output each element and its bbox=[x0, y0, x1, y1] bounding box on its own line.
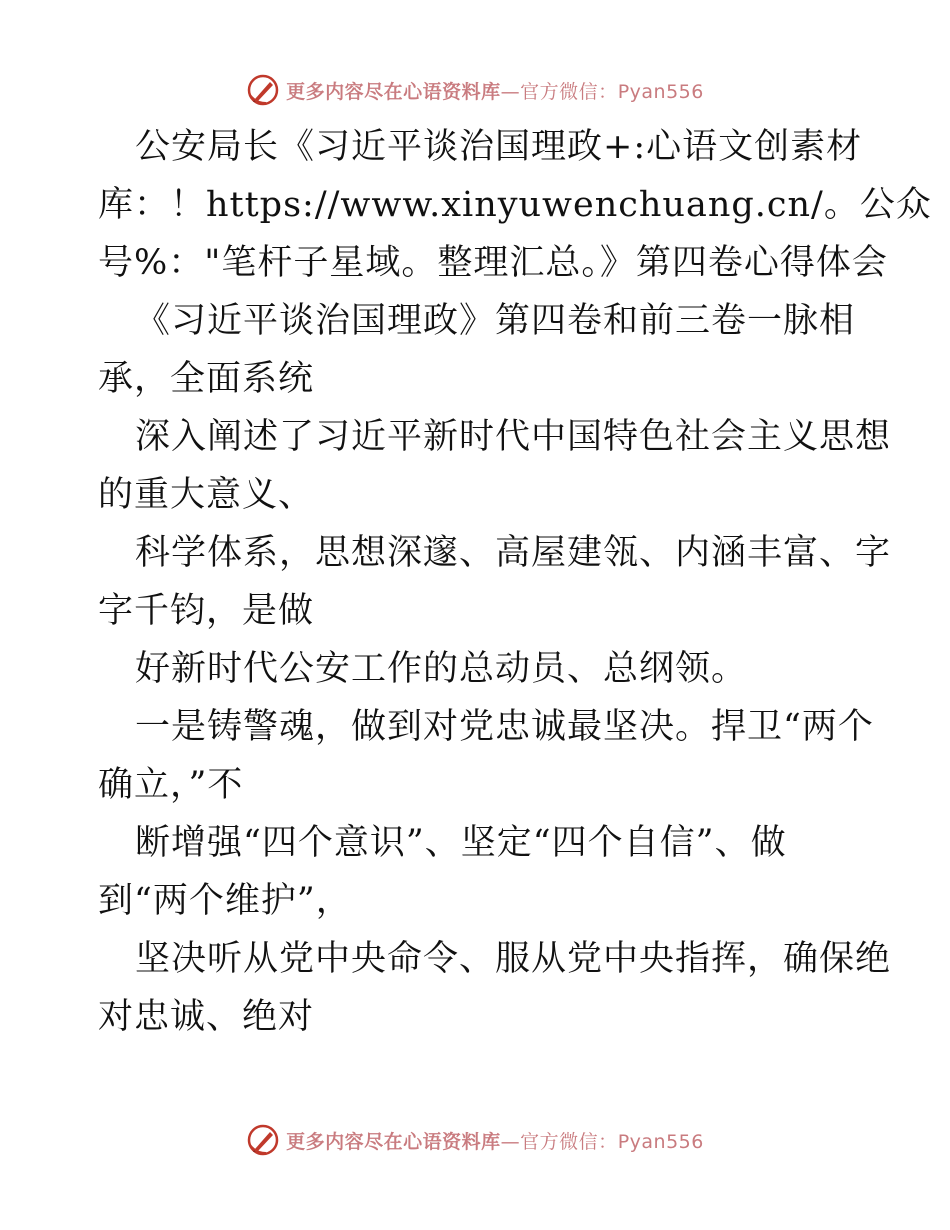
footer-banner bbox=[0, 1120, 950, 1160]
body-line: 断增强“四个意识”、坚定“四个自信”、做 bbox=[135, 823, 787, 863]
body-line: 对忠诚、绝对 bbox=[98, 997, 315, 1037]
body-line: 库：！https://www.xinyuwenchuang.cn/。公众 bbox=[98, 185, 932, 225]
banner-dash: — bbox=[500, 80, 521, 103]
pen-logo-icon bbox=[246, 73, 280, 107]
body-line: 《习近平谈治国理政》第四卷和前三卷一脉相 bbox=[135, 301, 856, 341]
banner-wechat-label: 官方微信： bbox=[520, 80, 618, 103]
banner-wechat-id: Pyan556 bbox=[617, 80, 704, 103]
banner-text bbox=[286, 1127, 704, 1154]
banner-title: 更多内容尽在心语资料库 bbox=[286, 1130, 501, 1153]
body-line: 深入阐述了习近平新时代中国特色社会主义思想 bbox=[135, 417, 892, 457]
banner-wechat-id: Pyan556 bbox=[617, 1130, 704, 1153]
body-line: 的重大意义、 bbox=[98, 475, 315, 515]
banner-dash: — bbox=[500, 1130, 521, 1153]
body-line: 一是铸警魂，做到对党忠诚最坚决。捍卫“两个 bbox=[135, 707, 874, 747]
body-line: 字千钧，是做 bbox=[98, 591, 315, 631]
banner-wechat-label: 官方微信： bbox=[520, 1130, 618, 1153]
body-line: 坚决听从党中央命令、服从党中央指挥，确保绝 bbox=[135, 939, 892, 979]
body-line: 确立，”不 bbox=[98, 765, 244, 805]
banner-text bbox=[286, 77, 704, 104]
body-line: 科学体系，思想深邃、高屋建瓴、内涵丰富、字 bbox=[135, 533, 892, 573]
body-line: 公安局长《习近平谈治国理政+:心语文创素材 bbox=[135, 127, 863, 167]
body-line: 好新时代公安工作的总动员、总纲领。 bbox=[135, 649, 748, 689]
body-line: 号%："笔杆子星域。整理汇总。》第四卷心得体会 bbox=[98, 243, 888, 283]
document-body bbox=[98, 118, 932, 1046]
pen-logo-icon bbox=[246, 1123, 280, 1157]
header-banner bbox=[0, 70, 950, 110]
body-line: 到“两个维护”， bbox=[98, 881, 352, 921]
body-line: 承，全面系统 bbox=[98, 359, 315, 399]
banner-title: 更多内容尽在心语资料库 bbox=[286, 80, 501, 103]
